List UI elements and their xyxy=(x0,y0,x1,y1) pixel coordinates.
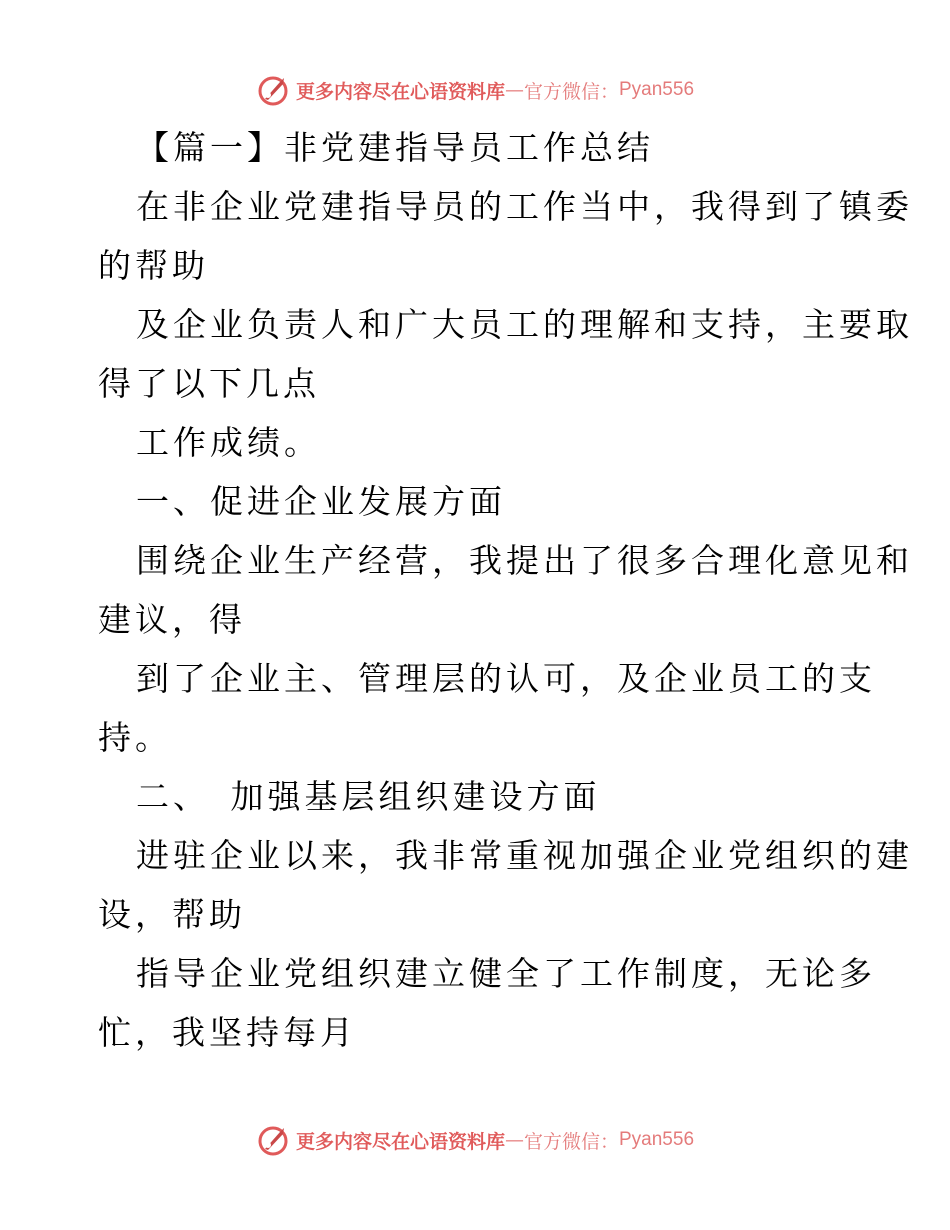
watermark-dash: — xyxy=(504,79,524,101)
paragraph-line: 围绕企业生产经营，我提出了很多合理化意见和 xyxy=(136,541,913,580)
paragraph-line: 一、促进企业发展方面 xyxy=(136,482,506,521)
document-body xyxy=(98,118,913,1062)
watermark-wechat-id: Pyan556 xyxy=(619,79,695,100)
pen-logo-icon xyxy=(256,73,290,107)
paragraph-line: 得了以下几点 xyxy=(98,364,320,403)
watermark-brand: 更多内容尽在心语资料库 xyxy=(295,80,505,103)
watermark-wechat-label: 官方微信： xyxy=(523,80,619,103)
paragraph-line: 在非企业党建指导员的工作当中，我得到了镇委 xyxy=(136,187,913,226)
paragraph-line: 建议，得 xyxy=(98,600,246,639)
paragraph-line: 持。 xyxy=(98,718,172,757)
paragraph-line: 工作成绩。 xyxy=(136,423,321,462)
watermark-dash: — xyxy=(504,1129,524,1151)
paragraph-line: 及企业负责人和广大员工的理解和支持，主要取 xyxy=(136,305,913,344)
footer-watermark xyxy=(0,1120,950,1160)
paragraph-line: 到了企业主、管理层的认可，及企业员工的支 xyxy=(136,659,876,698)
paragraph-line: 指导企业党组织建立健全了工作制度，无论多 xyxy=(136,954,876,993)
document-title: 【篇一】非党建指导员工作总结 xyxy=(136,128,654,167)
paragraph-line: 忙，我坚持每月 xyxy=(98,1013,357,1052)
paragraph-line: 二、 加强基层组织建设方面 xyxy=(136,777,601,816)
watermark-brand: 更多内容尽在心语资料库 xyxy=(295,1130,505,1153)
paragraph-line: 设，帮助 xyxy=(98,895,246,934)
watermark-wechat-label: 官方微信： xyxy=(523,1130,619,1153)
paragraph-line: 进驻企业以来，我非常重视加强企业党组织的建 xyxy=(136,836,913,875)
watermark-wechat-id: Pyan556 xyxy=(619,1129,695,1150)
header-watermark xyxy=(0,70,950,110)
pen-logo-icon xyxy=(256,1123,290,1157)
paragraph-line: 的帮助 xyxy=(98,246,209,285)
